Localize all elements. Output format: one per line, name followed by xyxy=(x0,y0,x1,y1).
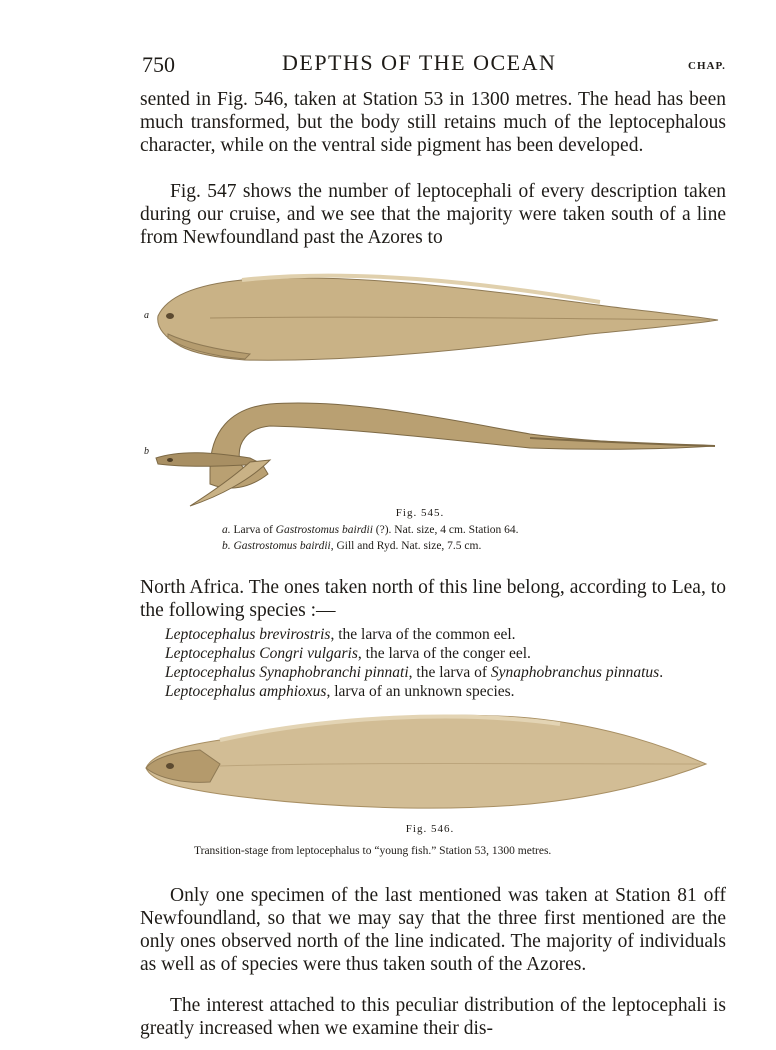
figure-546-transition-stage xyxy=(140,708,712,816)
paragraph-3: North Africa. The ones taken north of this line belong, according to Lea, to the following species :— xyxy=(140,577,726,621)
species-name-2: Synaphobranchus pinnatus xyxy=(490,664,660,681)
transition-body xyxy=(146,715,706,808)
figure-546-caption: Transition-stage from leptocephalus to “young fish.” Station 53, 1300 metres. xyxy=(194,845,552,857)
paragraph-2: Fig. 547 shows the number of leptocephali of every description taken during our cruise, and we see that the majority were taken south of a line from Newfoundland past the Azores to xyxy=(140,181,726,248)
species-desc: , the larva of the common eel. xyxy=(330,626,516,643)
figure-545b-gastrostomus-bairdii xyxy=(150,392,725,512)
species-item xyxy=(165,682,663,701)
caption-a-prefix: a. xyxy=(222,524,231,536)
transition-eye xyxy=(166,763,174,769)
caption-a-text2: (?). Nat. size, 4 cm. Station 64. xyxy=(375,524,519,536)
species-item xyxy=(165,625,663,644)
larva-b-eye xyxy=(167,458,173,462)
species-desc: , larva of an unknown species. xyxy=(326,683,515,700)
figure-545-title: Fig. 545. xyxy=(395,507,445,519)
species-item xyxy=(165,663,663,682)
paragraph-4: Only one specimen of the last mentioned was taken at Station 81 off Newfoundland, so that we may say that the three first mentioned are the only ones observed north of the line indicated. The majority of individuals as well as of species were thus taken south of the Azores. xyxy=(140,885,726,975)
running-title: DEPTHS OF THE OCEAN xyxy=(282,50,557,75)
paragraph-5: The interest attached to this peculiar distribution of the leptocephali is greatly increased when we examine their dis- xyxy=(140,995,726,1039)
figure-546-title: Fig. 546. xyxy=(405,823,455,835)
caption-b-species: Gastrostomus bairdii xyxy=(233,540,331,552)
species-name: Leptocephalus amphioxus xyxy=(165,683,327,700)
species-desc: , the larva of xyxy=(408,664,491,681)
figure-545-caption-a xyxy=(222,524,519,536)
species-list xyxy=(165,625,663,701)
larva-b-body xyxy=(210,403,715,488)
caption-a-species: Gastrostomus bairdii xyxy=(275,524,373,536)
figure-545a-gastrostomus-larva xyxy=(150,258,725,368)
species-desc: , the larva of the conger eel. xyxy=(357,645,531,662)
species-name: Leptocephalus brevirostris xyxy=(165,626,331,643)
page-number: 750 xyxy=(142,52,175,77)
caption-b-text2: , Gill and Ryd. Nat. size, 7.5 cm. xyxy=(330,540,482,552)
chapter-abbrev: CHAP. xyxy=(688,60,726,72)
larva-a-eye xyxy=(166,313,174,319)
caption-a-text1: Larva of xyxy=(233,524,273,536)
species-name: Leptocephalus Congri vulgaris xyxy=(165,645,358,662)
figure-545-label-b: b xyxy=(144,446,149,457)
species-item xyxy=(165,644,663,663)
figure-545-label-a: a xyxy=(144,310,149,321)
species-name: Leptocephalus Synaphobranchi pinnati xyxy=(165,664,409,681)
caption-b-prefix: b. xyxy=(222,540,231,552)
figure-545-caption-b xyxy=(222,540,481,552)
species-desc-2: . xyxy=(659,664,664,681)
paragraph-1: sented in Fig. 546, taken at Station 53 in 1300 metres. The head has been much transformed, but the body still retains much of the leptocephalous character, while on the ventral side pigment has been developed. xyxy=(140,89,726,156)
